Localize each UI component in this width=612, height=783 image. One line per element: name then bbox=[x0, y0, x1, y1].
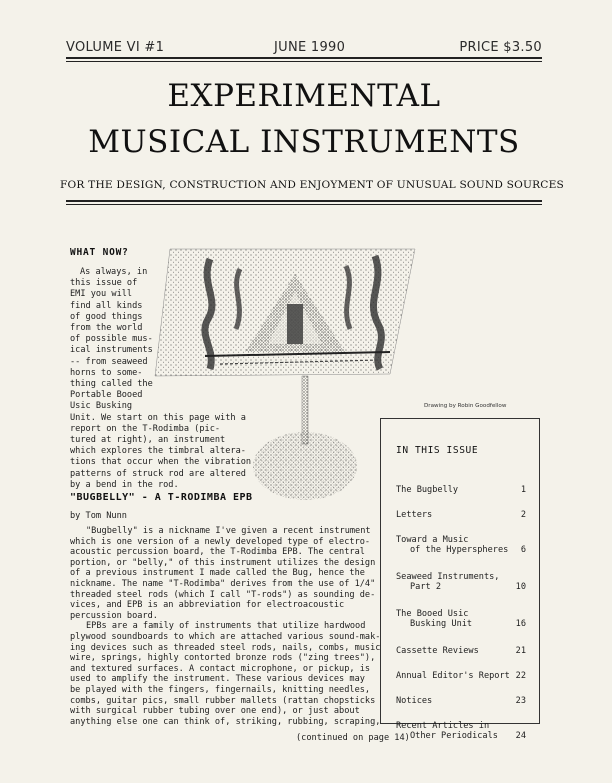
toc-item[interactable] bbox=[396, 572, 526, 592]
masthead-rule-thick bbox=[66, 57, 542, 59]
toc-item[interactable] bbox=[396, 535, 526, 555]
toc-item[interactable] bbox=[396, 646, 526, 656]
toc-item-page: 24 bbox=[515, 731, 526, 741]
issue-date: JUNE 1990 bbox=[274, 40, 346, 55]
bugbelly-line: percussion board. bbox=[70, 610, 158, 621]
what-now-line: find all kinds bbox=[70, 300, 143, 311]
toc-item-page: 22 bbox=[515, 671, 526, 681]
toc-item[interactable] bbox=[396, 721, 526, 741]
what-now-line: Unit. We start on this page with a bbox=[70, 412, 246, 423]
toc-item-title: Other Periodicals bbox=[410, 731, 498, 741]
bugbelly-line: combs, guitar pics, small rubber mallets (rattan chopsticks bbox=[70, 695, 376, 706]
toc-item-title: Cassette Reviews bbox=[396, 646, 479, 656]
bugbelly-line: wire, springs, highly contorted bronze rods ("zing trees"), bbox=[70, 653, 376, 664]
toc-item-page: 16 bbox=[515, 619, 526, 629]
what-now-line: -- from seaweed bbox=[70, 356, 148, 367]
what-now-line: tured at right), an instrument bbox=[70, 435, 226, 445]
toc-item-title: Part 2 bbox=[410, 582, 442, 592]
bugbelly-line: which is one version of a newly developed type of electro- bbox=[70, 536, 371, 547]
bugbelly-byline: by Tom Nunn bbox=[70, 511, 127, 521]
toc-item[interactable] bbox=[396, 671, 526, 681]
bugbelly-heading: "BUGBELLY" - A T-RODIMBA EPB bbox=[70, 492, 253, 503]
bugbelly-line: EPBs are a family of instruments that utilize hardwood bbox=[86, 621, 366, 632]
toc-item-page: 10 bbox=[515, 582, 526, 592]
what-now-line: which explores the timbral altera- bbox=[70, 446, 246, 457]
what-now-line: ical instruments bbox=[70, 345, 153, 356]
toc-item-title: Seaweed Instruments, bbox=[396, 572, 500, 582]
publication-title-line-2: MUSICAL INSTRUMENTS bbox=[88, 124, 520, 160]
what-now-line: horns to some- bbox=[70, 367, 143, 378]
what-now-line: Portable Booed bbox=[70, 390, 143, 401]
toc-item-page: 23 bbox=[515, 696, 526, 706]
illustration-credit: Drawing by Robin Goodfellow bbox=[424, 403, 507, 409]
toc-item-title: The Booed Usic bbox=[396, 609, 469, 619]
what-now-line: As always, in bbox=[80, 267, 148, 277]
what-now-line: report on the T-Rodimba (pic- bbox=[70, 423, 221, 434]
toc-item-title: The Bugbelly bbox=[396, 485, 459, 495]
publication-subtitle: FOR THE DESIGN, CONSTRUCTION AND ENJOYMENT OF UNUSUAL SOUND SOURCES bbox=[60, 179, 564, 191]
what-now-line: by a bend in the rod. bbox=[70, 479, 179, 490]
toc-item-page: 1 bbox=[520, 485, 526, 495]
toc-item-title: of the Hyperspheres bbox=[410, 545, 509, 555]
toc-item-title: Letters bbox=[396, 510, 433, 520]
what-now-line: EMI you will bbox=[70, 289, 133, 300]
toc-item[interactable] bbox=[396, 696, 526, 706]
bugbelly-line: portion, or "belly," of this instrument utilizes the design bbox=[70, 557, 376, 568]
bugbelly-line: anything else one can think of, striking, rubbing, scraping, bbox=[70, 716, 381, 727]
bugbelly-line: used to amplify the instrument. These various devices may bbox=[70, 674, 365, 685]
volume-label: VOLUME VI #1 bbox=[66, 40, 165, 55]
toc-item-page: 21 bbox=[515, 646, 526, 656]
what-now-line: Usic Busking bbox=[70, 401, 133, 412]
continued-note: (continued on page 14) bbox=[296, 733, 410, 743]
bugbelly-line: acoustic percussion board, the T-Rodimba EPB. The central bbox=[70, 547, 365, 558]
toc-item[interactable] bbox=[396, 510, 526, 520]
bugbelly-line: ing devices such as threaded steel rods, nails, combs, music bbox=[70, 642, 381, 653]
bugbelly-line: vices, and EPB is an abbreviation for electroacoustic bbox=[70, 600, 345, 611]
bugbelly-line: plywood soundboards to which are attached various sound-mak- bbox=[70, 632, 381, 642]
what-now-heading: WHAT NOW? bbox=[70, 247, 129, 258]
publication-title-line-1: EXPERIMENTAL bbox=[167, 78, 441, 114]
what-now-line: thing called the bbox=[70, 379, 153, 389]
toc-item-title: Notices bbox=[396, 696, 433, 706]
what-now-line: of possible mus- bbox=[70, 334, 153, 345]
toc-item-title: Busking Unit bbox=[410, 619, 473, 629]
bugbelly-line: threaded steel rods (which I call "T-rods") as sounding de- bbox=[70, 589, 376, 600]
masthead-rule-thin bbox=[66, 61, 542, 62]
what-now-line: of good things bbox=[70, 311, 143, 322]
bugbelly-line: be played with the fingers, fingernails, knitting needles, bbox=[70, 685, 371, 695]
toc-item-title: Annual Editor's Report bbox=[396, 671, 510, 681]
bugbelly-line: nickname. The name "T-Rodimba" derives from the use of 1/4" bbox=[70, 579, 376, 589]
what-now-line: tions that occur when the vibration bbox=[70, 457, 252, 468]
bugbelly-line: with surgical rubber tubing over one end), or just about bbox=[70, 706, 360, 717]
what-now-line: patterns of struck rod are altered bbox=[70, 468, 246, 479]
subtitle-rule-thin bbox=[66, 204, 542, 205]
bugbelly-line: of a previous instrument I made called the Bug, hence the bbox=[70, 568, 365, 579]
toc-item[interactable] bbox=[396, 485, 526, 495]
toc-item-title: Toward a Music bbox=[396, 535, 469, 545]
price-label: PRICE $3.50 bbox=[459, 40, 542, 55]
toc-item-page: 2 bbox=[520, 510, 526, 520]
bugbelly-line: and textured surfaces. A contact microphone, or pickup, is bbox=[70, 663, 371, 674]
what-now-line: this issue of bbox=[70, 278, 138, 289]
subtitle-rule-thick bbox=[66, 200, 542, 202]
toc-item-title: Recent Articles in bbox=[396, 721, 490, 731]
toc-item-page: 6 bbox=[520, 545, 526, 555]
in-this-issue-heading: IN THIS ISSUE bbox=[396, 445, 479, 456]
what-now-line: from the world bbox=[70, 323, 143, 333]
toc-item[interactable] bbox=[396, 609, 526, 629]
bugbelly-line: "Bugbelly" is a nickname I've given a recent instrument bbox=[86, 526, 371, 536]
